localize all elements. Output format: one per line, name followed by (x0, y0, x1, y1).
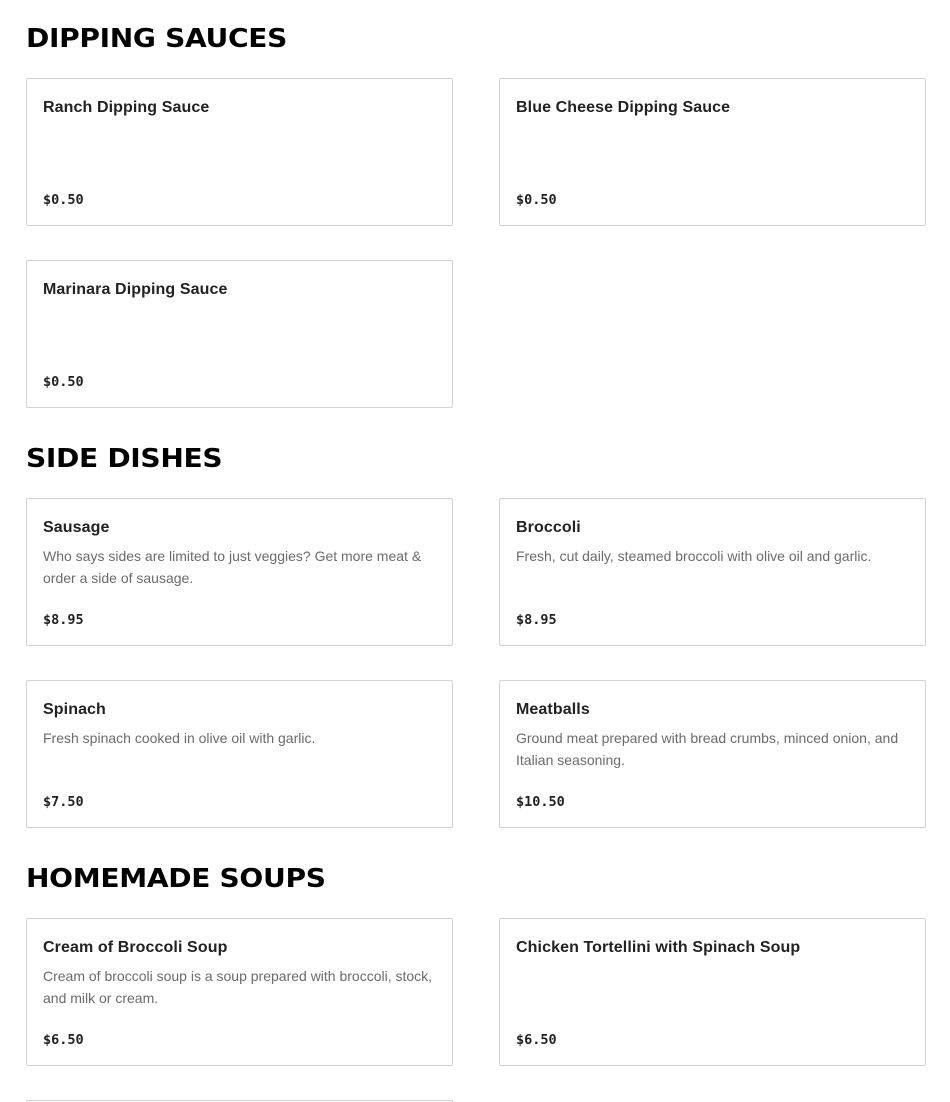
menu-item-description: Fresh spinach cooked in olive oil with garlic. (43, 730, 316, 746)
menu-item-card[interactable] (499, 918, 926, 1066)
menu-item-card[interactable] (26, 78, 453, 226)
menu-item-card[interactable] (499, 498, 926, 646)
menu-item-price: $8.95 (43, 612, 84, 628)
menu-item-price: $0.50 (43, 192, 84, 208)
menu-item-card[interactable] (26, 498, 453, 646)
menu-item-card[interactable] (26, 680, 453, 828)
menu-item-name: Sausage (43, 519, 110, 536)
menu-item-card[interactable] (499, 78, 926, 226)
menu-item-name: Spinach (43, 701, 106, 718)
menu-item-name: Cream of Broccoli Soup (43, 939, 228, 956)
menu-item-price: $8.95 (516, 612, 557, 628)
section-title-dipping-sauces: DIPPING SAUCES (26, 24, 288, 54)
menu-item-price: $7.50 (43, 794, 84, 810)
menu-item-price: $0.50 (516, 192, 557, 208)
menu-item-name: Broccoli (516, 519, 581, 536)
menu-item-description: Who says sides are limited to just veggies? Get more meat & order a side of sausage. (43, 548, 422, 586)
menu-item-price: $6.50 (43, 1032, 84, 1048)
menu-item-description: Fresh, cut daily, steamed broccoli with olive oil and garlic. (516, 548, 872, 564)
menu-item-card[interactable] (499, 680, 926, 828)
menu-item-name: Meatballs (516, 701, 590, 718)
menu-item-name: Blue Cheese Dipping Sauce (516, 99, 731, 116)
menu-item-name: Ranch Dipping Sauce (43, 99, 210, 116)
menu-item-card[interactable] (26, 918, 453, 1066)
menu-item-description: Ground meat prepared with bread crumbs, minced onion, and Italian seasoning. (516, 730, 899, 768)
section-title-homemade-soups: HOMEMADE SOUPS (26, 864, 326, 894)
menu-item-name: Marinara Dipping Sauce (43, 281, 228, 298)
menu-item-card[interactable] (26, 260, 453, 408)
menu-item-price: $6.50 (516, 1032, 557, 1048)
menu-item-name: Chicken Tortellini with Spinach Soup (516, 939, 801, 956)
menu-item-price: $0.50 (43, 374, 84, 390)
menu-item-description: Cream of broccoli soup is a soup prepared with broccoli, stock, and milk or cream. (43, 968, 433, 1006)
menu-item-price: $10.50 (516, 794, 565, 810)
section-title-side-dishes: SIDE DISHES (26, 444, 223, 474)
